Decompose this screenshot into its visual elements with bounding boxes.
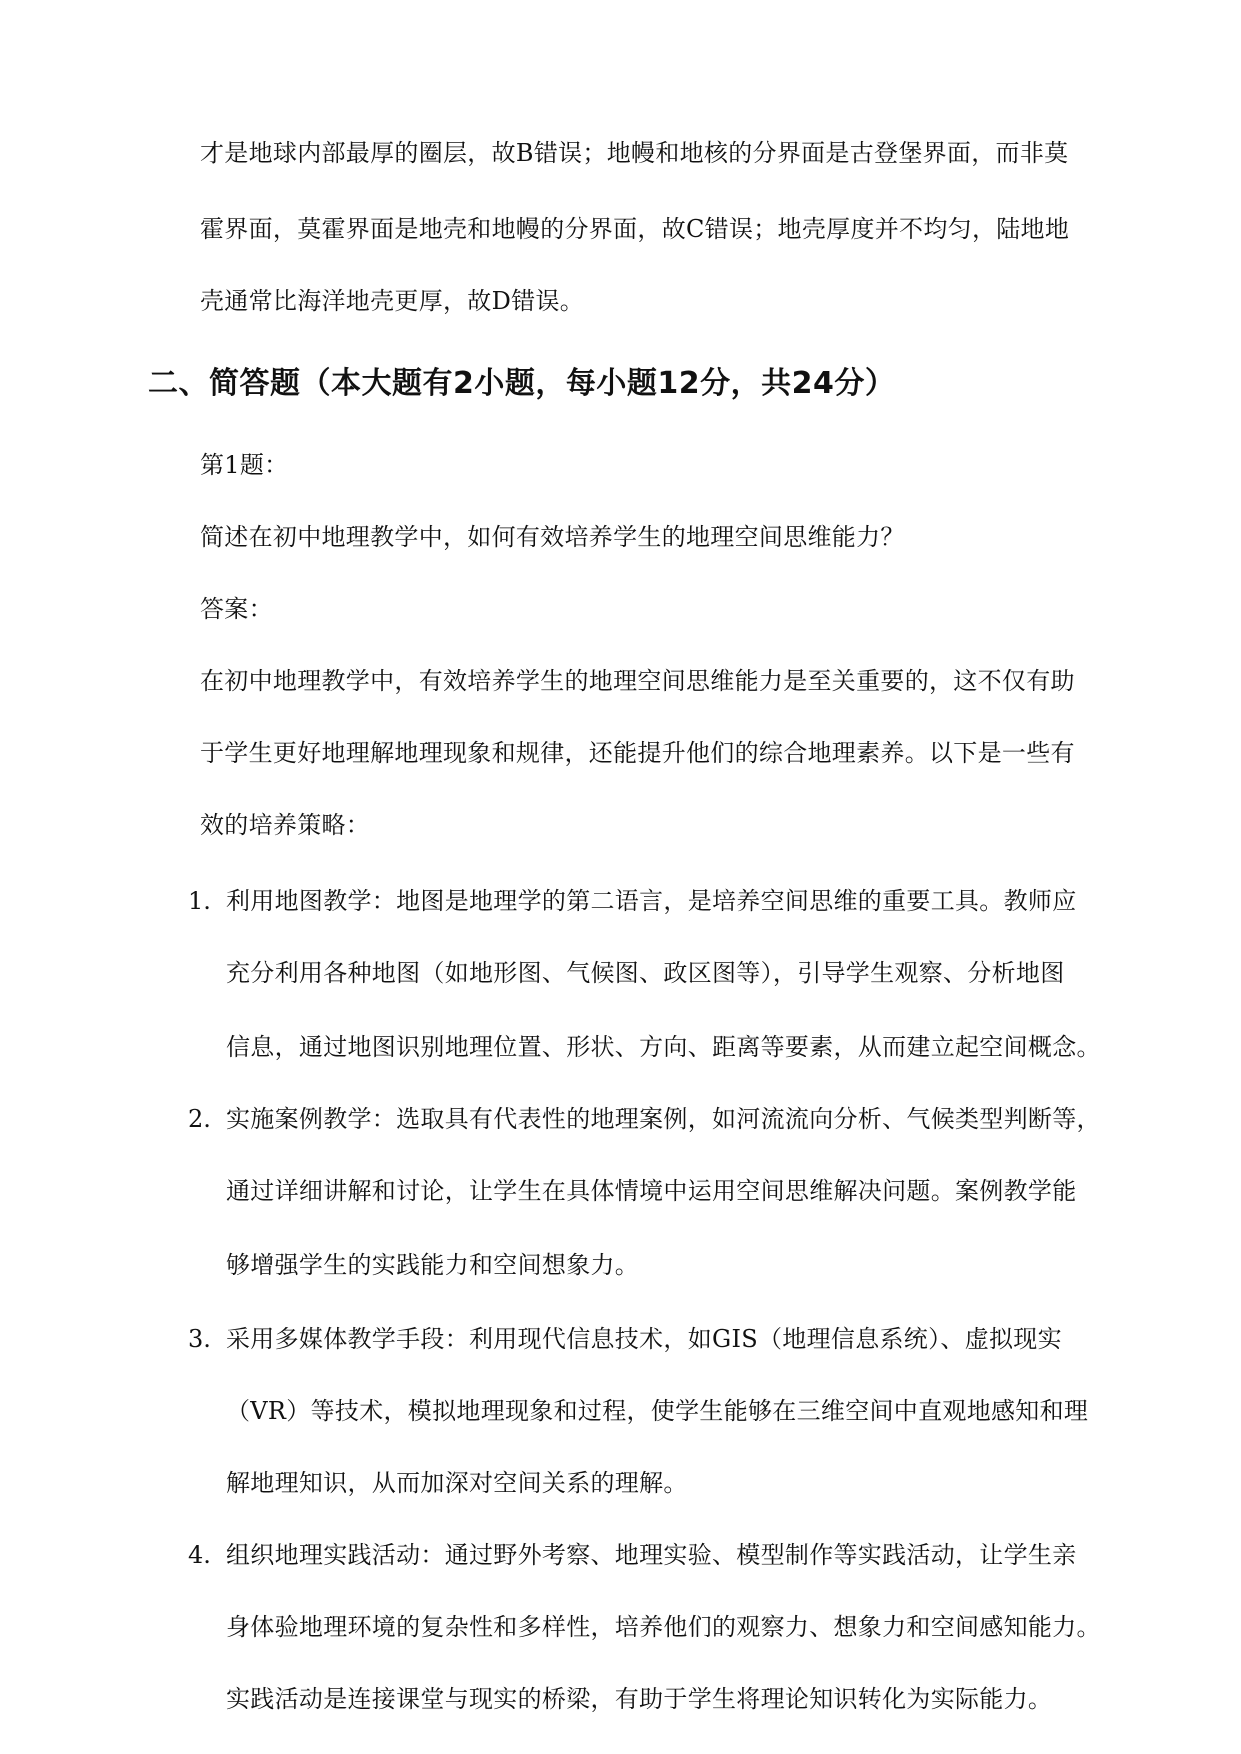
list-item-number: 3. (188, 1325, 211, 1353)
list-item-line: 实施案例教学：选取具有代表性的地理案例，如河流流向分析、气候类型判断等， (226, 1105, 1101, 1133)
list-item-number: 2. (188, 1105, 211, 1133)
list-item-line: 充分利用各种地图（如地形图、气候图、政区图等），引导学生观察、分析地图 (226, 959, 1065, 987)
intro-line: 霍界面，莫霍界面是地壳和地幔的分界面，故C错误；地壳厚度并不均匀，陆地地 (200, 215, 1070, 243)
list-item-line: 解地理知识，从而加深对空间关系的理解。 (226, 1469, 688, 1497)
list-item-line: 组织地理实践活动：通过野外考察、地理实验、模型制作等实践活动，让学生亲 (226, 1541, 1077, 1569)
answer-line: 效的培养策略： (200, 811, 371, 839)
answer-label: 答案： (200, 595, 273, 623)
answer-line: 于学生更好地理解地理现象和规律，还能提升他们的综合地理素养。以下是一些有 (200, 739, 1075, 767)
list-item-line: 利用地图教学：地图是地理学的第二语言，是培养空间思维的重要工具。教师应 (226, 887, 1077, 915)
section-heading: 二、简答题（本大题有2小题，每小题12分，共24分） (148, 366, 896, 401)
list-item-line: 够增强学生的实践能力和空间想象力。 (226, 1251, 640, 1279)
answer-line: 在初中地理教学中，有效培养学生的地理空间思维能力是至关重要的，这不仅有助 (200, 667, 1075, 695)
intro-line: 才是地球内部最厚的圈层，故B错误；地幔和地核的分界面是古登堡界面，而非莫 (200, 139, 1069, 167)
list-item-number: 4. (188, 1541, 211, 1569)
list-item-line: 实践活动是连接课堂与现实的桥梁，有助于学生将理论知识转化为实际能力。 (226, 1685, 1053, 1713)
question-text: 简述在初中地理教学中，如何有效培养学生的地理空间思维能力？ (200, 523, 905, 551)
list-item-line: 采用多媒体教学手段：利用现代信息技术，如GIS（地理信息系统）、虚拟现实 (226, 1325, 1062, 1353)
list-item-line: （VR）等技术，模拟地理现象和过程，使学生能够在三维空间中直观地感知和理 (226, 1397, 1089, 1425)
list-item-line: 身体验地理环境的复杂性和多样性，培养他们的观察力、想象力和空间感知能力。 (226, 1613, 1101, 1641)
list-item-line: 信息，通过地图识别地理位置、形状、方向、距离等要素，从而建立起空间概念。 (226, 1033, 1101, 1061)
list-item-number: 1. (188, 887, 211, 915)
intro-line: 壳通常比海洋地壳更厚，故D错误。 (200, 287, 585, 315)
question-label: 第1题： (200, 451, 289, 479)
list-item-line: 通过详细讲解和讨论，让学生在具体情境中运用空间思维解决问题。案例教学能 (226, 1177, 1077, 1205)
